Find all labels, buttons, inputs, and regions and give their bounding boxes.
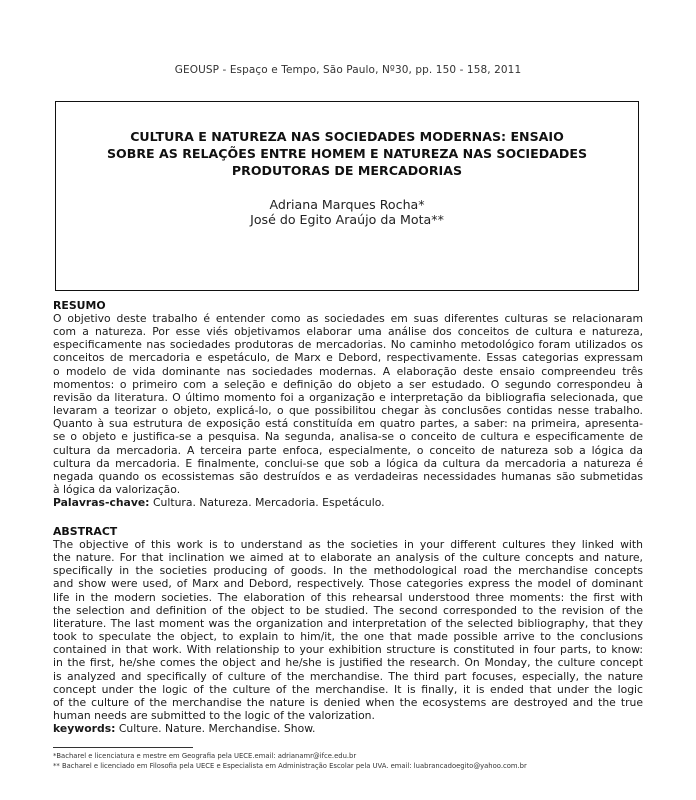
title-box <box>55 101 639 291</box>
resumo-line: cultura da mercadoria. A terceira parte enfoca, especialmente, o conceito de natureza sob a lógica da <box>53 443 643 457</box>
title-line: PRODUTORAS DE MERCADORIAS <box>231 163 463 178</box>
resumo-line: levaram a teorizar o objeto, explicá-lo, o que possibilitou chegar às conclusões contidas nesse trabalho. <box>53 404 643 418</box>
resumo-heading: RESUMO <box>53 299 106 312</box>
abstract-line: took to speculate the object, to explain to him/it, the one that made possible arrive to the conclusions <box>53 630 643 644</box>
author-name: José do Egito Araújo da Mota** <box>250 212 444 227</box>
abstract-body <box>53 538 643 722</box>
article-title <box>76 128 618 179</box>
footnote-divider <box>53 747 193 748</box>
title-line: SOBRE AS RELAÇÕES ENTRE HOMEM E NATUREZA NAS SOCIEDADES <box>106 146 588 161</box>
resumo-keywords <box>53 496 643 509</box>
abstract-line: and show were used, of Marx and Debord, respectively. Those categories express the model of dominant <box>53 577 643 591</box>
abstract-line: is analyzed and specifically of culture of the merchandise. The third part focuses, especially, the nature <box>53 669 643 683</box>
abstract-line: of the culture of the merchandise the nature is denied when the ecosystems are destroyed and the true <box>53 695 643 709</box>
abstract-heading: ABSTRACT <box>53 525 118 538</box>
author-name: Adriana Marques Rocha* <box>269 197 425 212</box>
resumo-line: com a natureza. Por esse viés objetivamos elaborar uma análise dos conceitos de cultura e natureza, <box>53 325 643 339</box>
abstract-line: contained in that work. With relationship to your exhibition structure is constituted in four parts, to know: <box>53 643 643 657</box>
abstract-line: in the first, he/she comes the object and he/she is justified the research. On Monday, the culture concept <box>53 656 643 670</box>
abstract-section <box>53 525 643 735</box>
resumo-keywords-value: Cultura. Natureza. Mercadoria. Espetáculo. <box>149 496 385 510</box>
resumo-line: revisão da literatura. O último momento foi a organização e interpretação da bibliografia selecionada, que <box>53 390 643 404</box>
resumo-line: Quanto à sua estrutura de exposição está constituída em quatro partes, a saber: na primeira, apresenta- <box>53 417 643 431</box>
abstract-keywords-label: keywords: <box>53 722 116 736</box>
resumo-line: conceitos de mercadoria e espetáculo, de Marx e Debord, respectivamente. Essas categorias expressam <box>53 351 643 365</box>
resumo-line: o modelo de vida dominante nas sociedades modernas. A elaboração deste ensaio compreendeu três <box>53 364 643 378</box>
resumo-line: momentos: o primeiro com a seleção e definição do objeto a ser estudado. O segundo correspondeu à <box>53 377 643 391</box>
resumo-line: O objetivo deste trabalho é entender como as sociedades em suas diferentes culturas se relacionaram <box>53 312 643 325</box>
abstract-line: the nature. For that inclination we aimed at to elaborate an analysis of the culture concepts and nature, <box>53 551 643 565</box>
abstract-line: life in the modern societies. The elaboration of this rehearsal understood three moments: the first with <box>53 590 643 604</box>
resumo-line: negada quando os ecossistemas são destruídos e as verdadeiras necessidades humanas são submetidas <box>53 469 643 483</box>
abstract-line: The objective of this work is to understand as the societies in your different cultures they linked with <box>53 538 643 551</box>
title-line: CULTURA E NATUREZA NAS SOCIEDADES MODERNAS: ENSAIO <box>130 129 564 144</box>
abstract-keywords-value: Culture. Nature. Merchandise. Show. <box>115 722 316 736</box>
authors <box>56 197 638 227</box>
abstract-keywords <box>53 722 643 735</box>
running-header: GEOUSP - Espaço e Tempo, São Paulo, Nº30, pp. 150 - 158, 2011 <box>174 64 522 76</box>
abstract-line: human needs are submitted to the logic of the valorization. <box>53 709 375 723</box>
resumo-line: especificamente nas sociedades produtoras de mercadorias. No caminho metodológico foram utilizados os <box>53 338 643 352</box>
footnote: *Bacharel e licenciatura e mestre em Geografia pela UECE.email: adrianamr@ifce.edu.br <box>53 752 357 760</box>
abstract-line: the selection and definition of the object to be studied. The second corresponded to the revision of the <box>53 603 643 617</box>
abstract-line: concept under the logic of the culture of the merchandise. It is finally, it is ended that under the logic <box>53 682 643 696</box>
resumo-body <box>53 312 643 496</box>
footnote: ** Bacharel e licenciado em Filosofia pela UECE e Especialista em Administração Escolar pela UVA. email: luabrancadoegito@yahoo.com.br <box>53 761 527 770</box>
abstract-line: specifically in the societies producing of goods. In the methodological road the merchandise concepts <box>53 564 643 578</box>
resumo-line: cultura da mercadoria. E finalmente, conclui-se que sob a lógica da cultura da mercadoria a natureza é <box>53 456 643 470</box>
resumo-line: se o objeto e justifica-se a pesquisa. Na segunda, analisa-se o conceito de cultura e especificamente de <box>53 430 643 444</box>
resumo-line: à lógica da valorização. <box>53 483 181 497</box>
resumo-keywords-label: Palavras-chave: <box>53 496 150 510</box>
footnotes <box>53 752 643 771</box>
resumo-section <box>53 299 643 509</box>
abstract-line: literature. The last moment was the organization and interpretation of the selected bibliography, that they <box>53 616 643 630</box>
